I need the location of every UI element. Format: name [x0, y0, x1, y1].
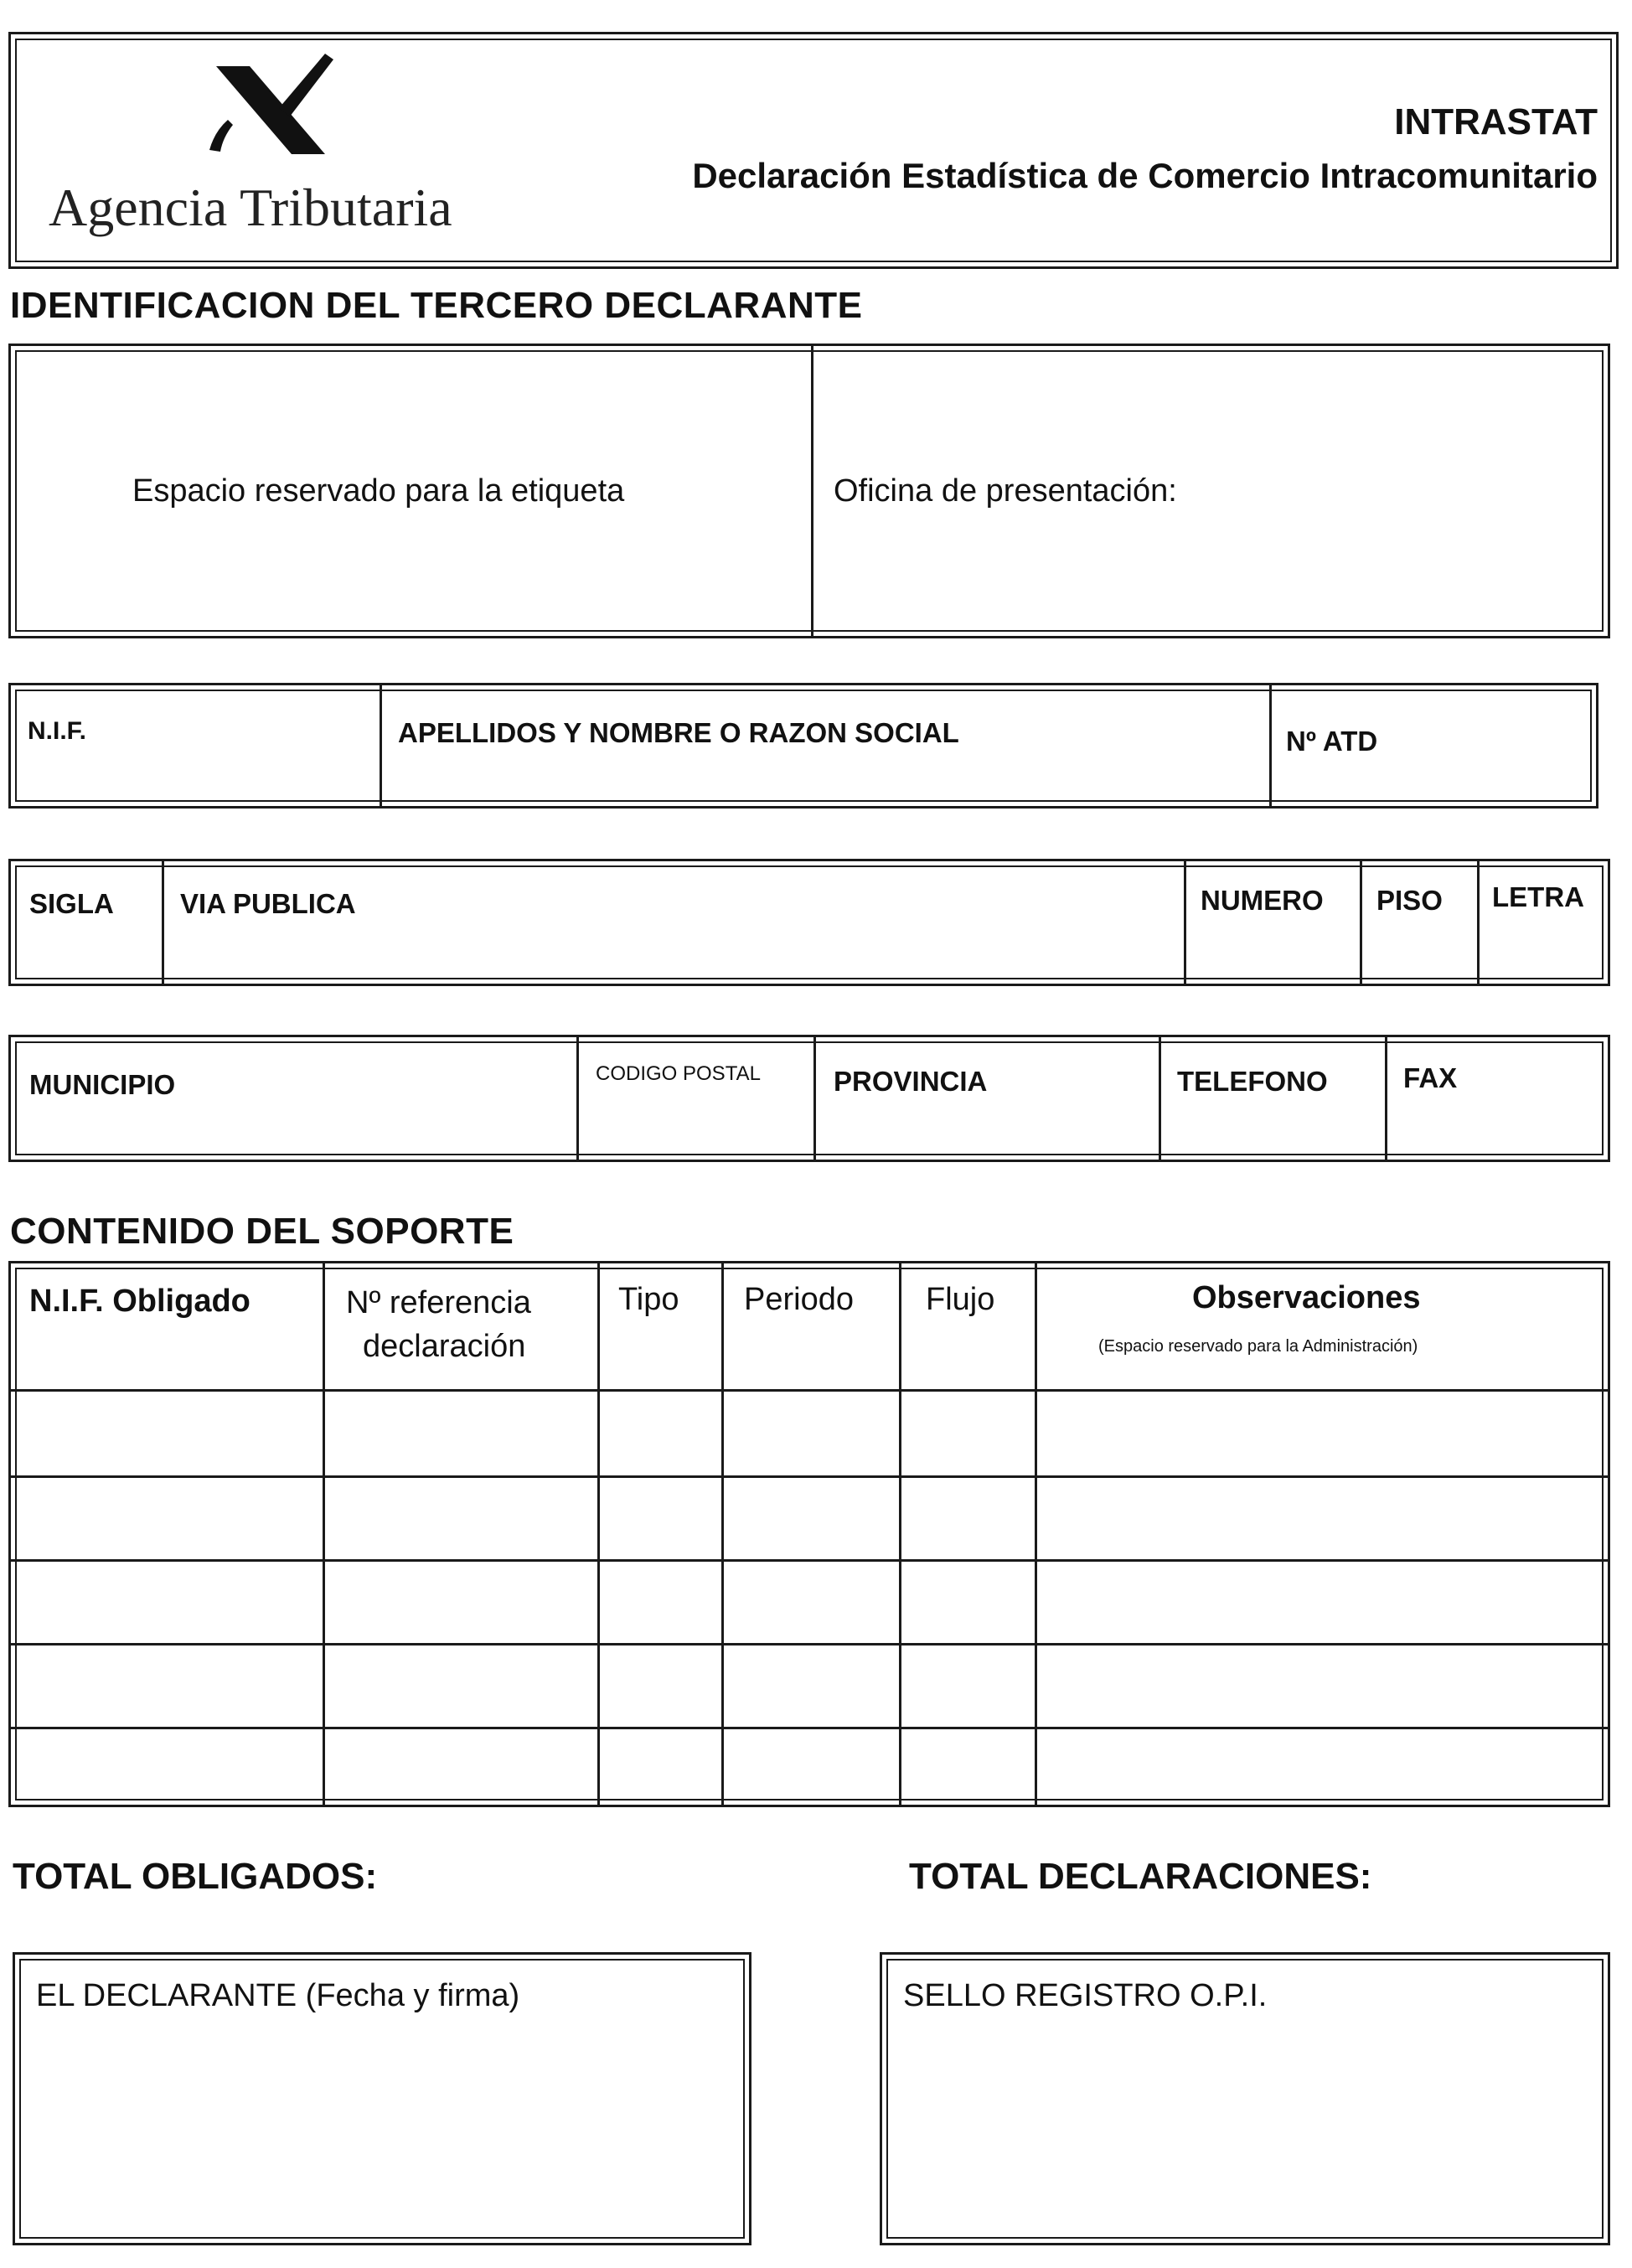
col-header-ref-2: declaración: [363, 1329, 526, 1364]
divider: [1184, 861, 1186, 984]
divider: [721, 1263, 724, 1805]
name-label: APELLIDOS Y NOMBRE O RAZON SOCIAL: [398, 717, 959, 748]
divider: [1385, 1037, 1387, 1160]
telefono-label: TELEFONO: [1177, 1066, 1328, 1097]
table-row: [11, 1643, 1608, 1645]
cp-label: CODIGO POSTAL: [596, 1062, 761, 1085]
divider: [162, 861, 164, 984]
table-row: [11, 1559, 1608, 1562]
office-label[interactable]: Oficina de presentación:: [834, 473, 1177, 509]
divider: [1360, 861, 1362, 984]
section-title-soporte: CONTENIDO DEL SOPORTE: [10, 1211, 514, 1252]
table-row: [11, 1475, 1608, 1478]
declarante-label: EL DECLARANTE (Fecha y firma): [36, 1978, 520, 2013]
letra-label: LETRA: [1492, 881, 1584, 912]
divider: [576, 1037, 579, 1160]
label-office-box: [8, 344, 1610, 638]
col-header-periodo: Periodo: [744, 1282, 854, 1317]
divider: [380, 685, 382, 806]
municipio-label: MUNICIPIO: [29, 1069, 176, 1100]
sigla-label: SIGLA: [29, 888, 114, 919]
divider: [323, 1263, 325, 1805]
col-header-obs-note: (Espacio reservado para la Administración): [1098, 1337, 1418, 1356]
divider: [1269, 685, 1272, 806]
brand-name: Agencia Tributaria: [49, 178, 452, 237]
col-header-nif: N.I.F. Obligado: [29, 1284, 250, 1319]
divider: [597, 1263, 600, 1805]
nif-label: N.I.F.: [28, 717, 87, 745]
divider: [899, 1263, 901, 1805]
col-header-flujo: Flujo: [926, 1282, 995, 1317]
label-space-text: Espacio reservado para la etiqueta: [132, 473, 625, 509]
total-declaraciones: TOTAL DECLARACIONES:: [909, 1856, 1372, 1897]
sello-registro-box[interactable]: [880, 1952, 1610, 2245]
total-obligados: TOTAL OBLIGADOS:: [13, 1856, 378, 1897]
contents-table: [8, 1261, 1610, 1807]
col-header-tipo: Tipo: [618, 1282, 679, 1317]
divider: [811, 346, 813, 636]
address-row: [8, 859, 1610, 986]
col-header-observaciones: Observaciones: [1192, 1280, 1421, 1315]
divider: [1477, 861, 1480, 984]
declarant-id-row: [8, 683, 1598, 809]
form-code: INTRASTAT: [1394, 101, 1598, 142]
piso-label: PISO: [1376, 885, 1443, 916]
atd-label: Nº ATD: [1286, 726, 1378, 757]
via-label: VIA PUBLICA: [180, 888, 356, 919]
form-header: [8, 32, 1619, 269]
city-row: [8, 1035, 1610, 1162]
divider: [1035, 1263, 1037, 1805]
table-row: [11, 1389, 1608, 1392]
col-header-ref-1: Nº referencia: [346, 1285, 531, 1320]
section-title-tercero: IDENTIFICACION DEL TERCERO DECLARANTE: [10, 285, 863, 326]
table-row: [11, 1727, 1608, 1729]
divider: [1159, 1037, 1161, 1160]
divider: [813, 1037, 816, 1160]
agencia-tributaria-x-icon: [199, 49, 342, 158]
sello-label: SELLO REGISTRO O.P.I.: [903, 1978, 1268, 2013]
form-title: Declaración Estadística de Comercio Intracomunitario: [692, 156, 1598, 195]
provincia-label: PROVINCIA: [834, 1066, 988, 1097]
numero-label: NUMERO: [1201, 885, 1324, 916]
fax-label: FAX: [1403, 1062, 1458, 1093]
declarante-signature-box[interactable]: [13, 1952, 751, 2245]
